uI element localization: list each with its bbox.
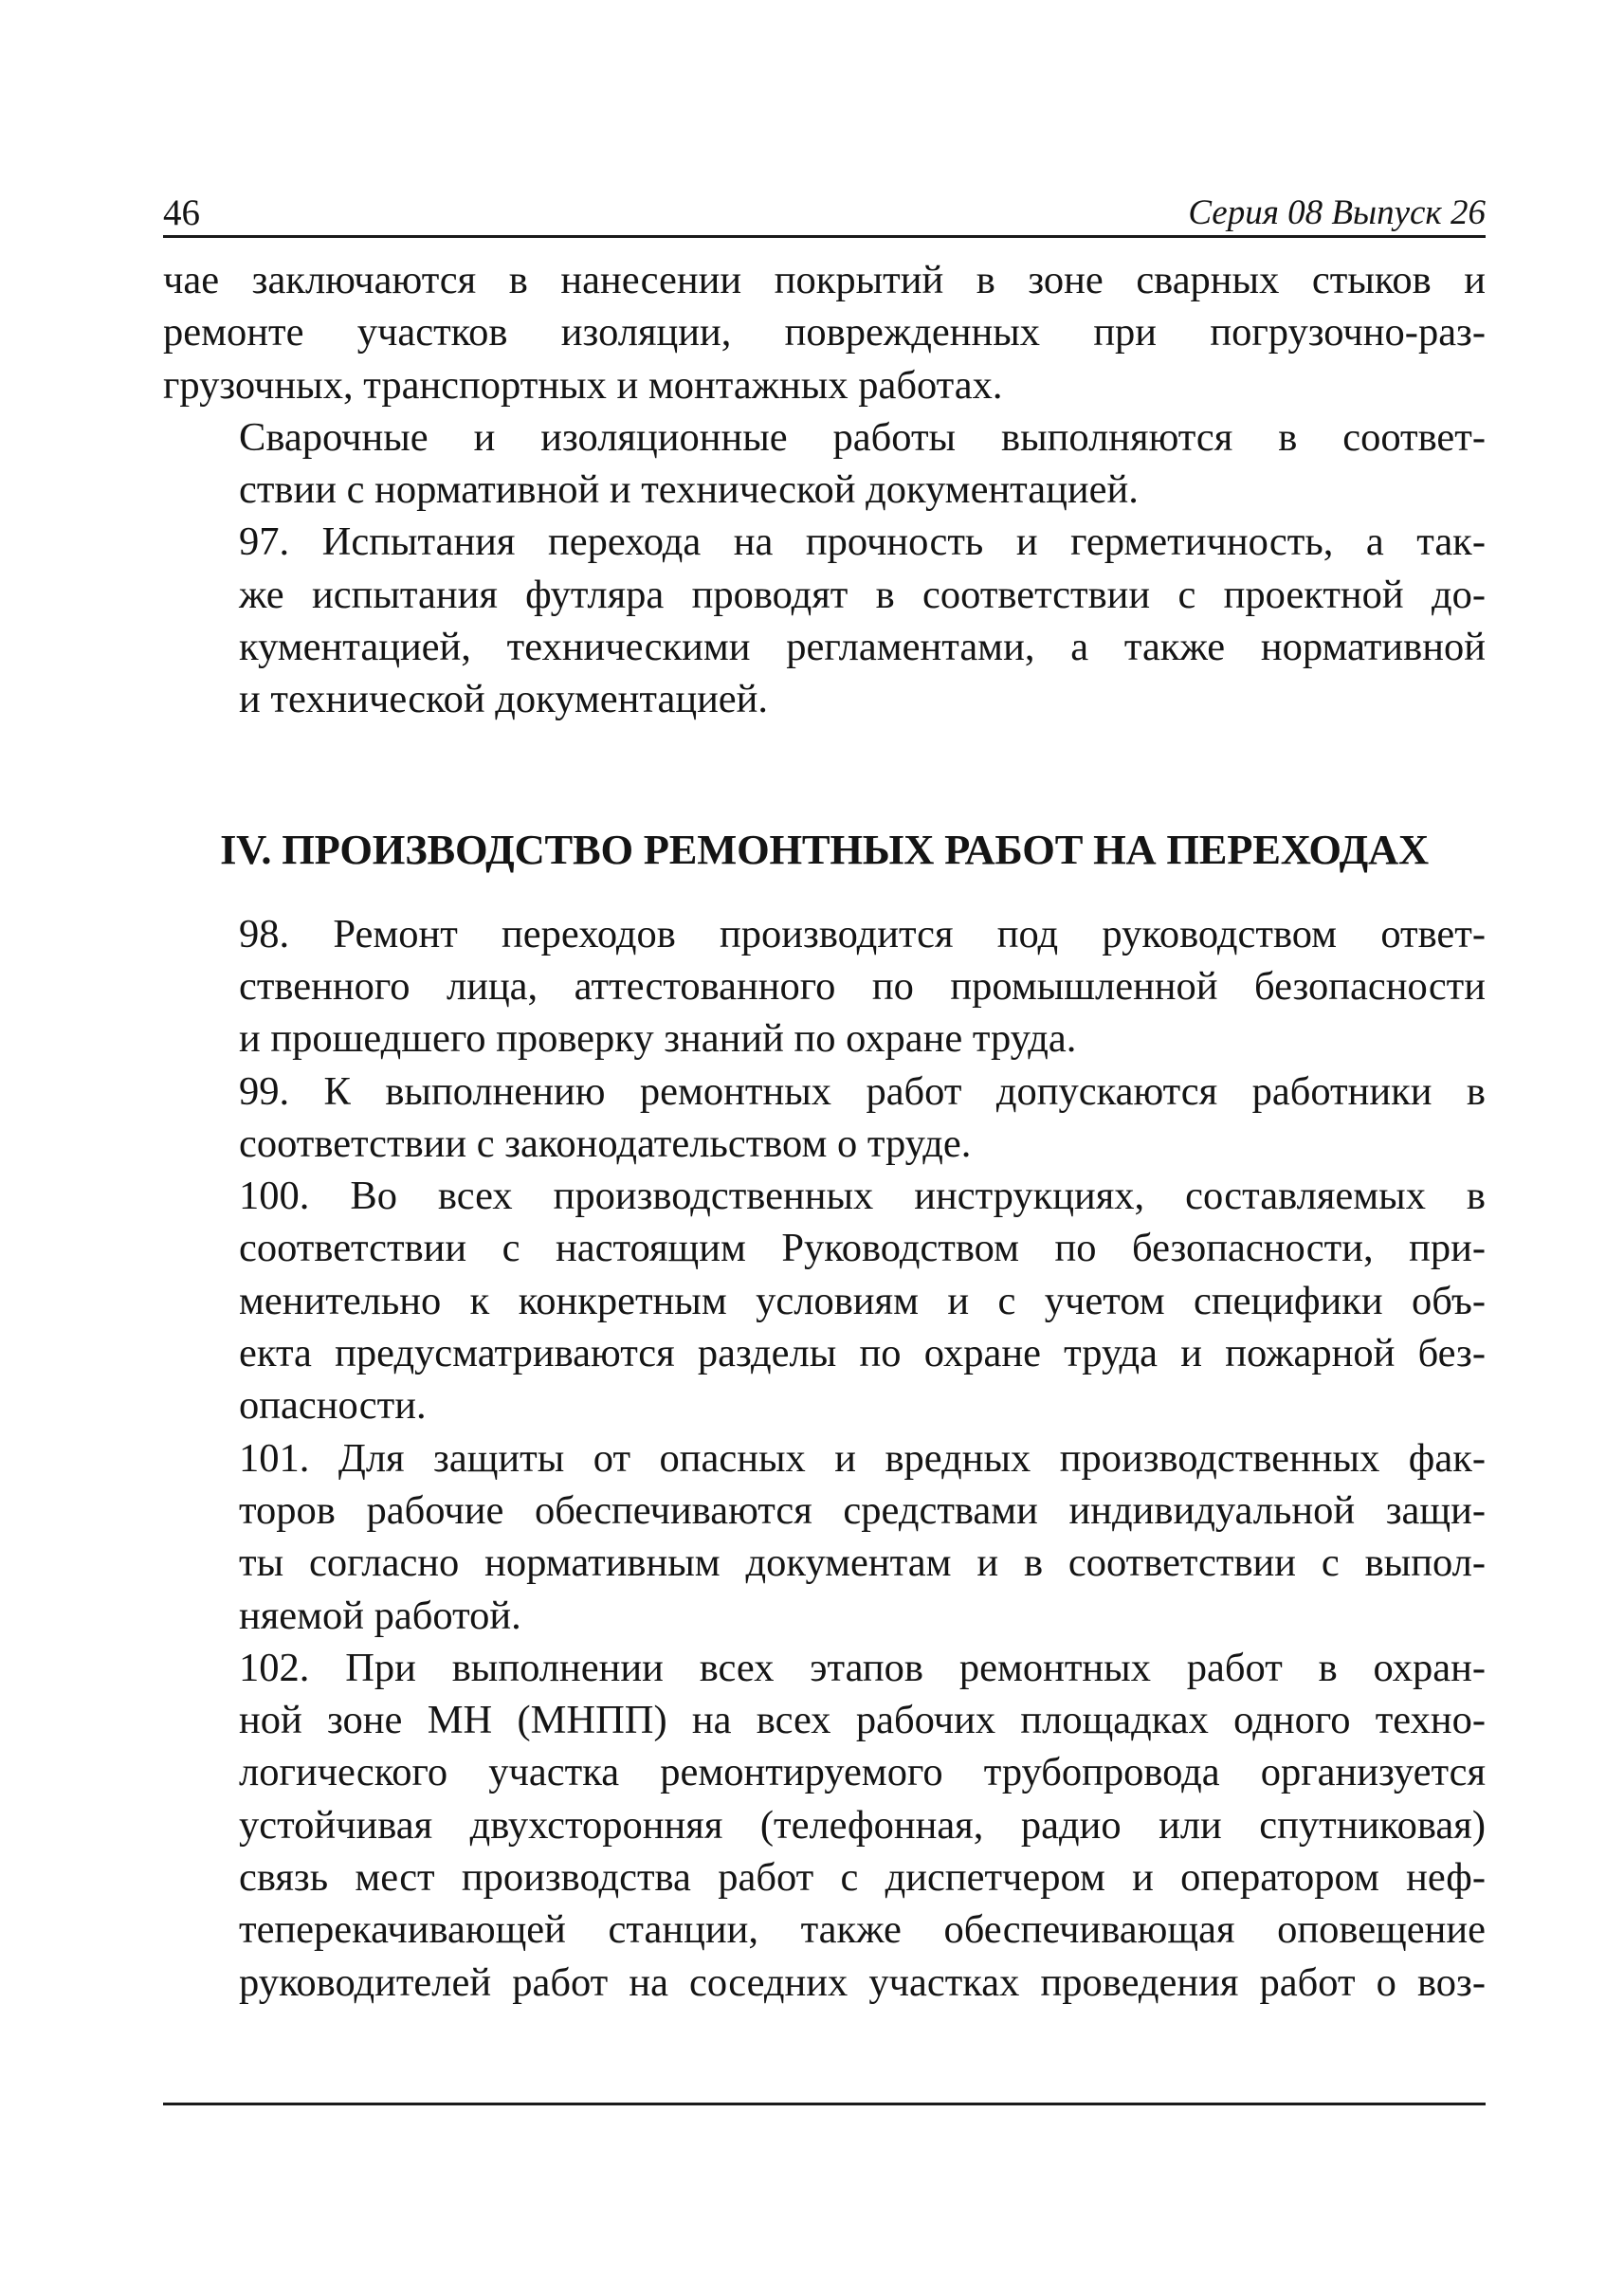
text-line: грузочных, транспортных и монтажных работах. xyxy=(163,362,1003,408)
header-rule xyxy=(163,235,1486,238)
text-line: менительно к конкретным условиям и с учетом специфики объ- xyxy=(239,1278,1486,1323)
paragraph xyxy=(163,1066,1486,1171)
text-line: ственного лица, аттестованного по промышленной безопасности xyxy=(239,963,1486,1009)
section-heading: IV. ПРОИЗВОДСТВО РЕМОНТНЫХ РАБОТ НА ПЕРЕХОДАХ xyxy=(220,825,1429,873)
text-line: ремонте участков изоляции, поврежденных при погрузочно-раз- xyxy=(163,310,1486,355)
paragraph xyxy=(163,516,1486,725)
paragraph xyxy=(163,1170,1486,1431)
text-line: ты согласно нормативным документам и в соответствии с выпол- xyxy=(239,1540,1486,1586)
text-line: 102. При выполнении всех этапов ремонтных работ в охран- xyxy=(239,1645,1486,1690)
text-line: связь мест производства работ с диспетчером и оператором неф- xyxy=(239,1855,1486,1901)
intro-paragraphs xyxy=(163,254,1486,726)
text-line: логического участка ремонтируемого трубопровода организуется xyxy=(239,1750,1486,1795)
text-line: опасности. xyxy=(239,1383,427,1429)
text-line: соответствии с настоящим Руководством по безопасности, при- xyxy=(239,1226,1486,1271)
text-line: 100. Во всех производственных инструкциях, составляемых в xyxy=(239,1174,1486,1219)
text-line: 98. Ремонт переходов производится под руководством ответ- xyxy=(239,911,1486,956)
footer-rule xyxy=(163,2103,1486,2105)
text-line: чае заключаются в нанесении покрытий в зоне сварных стыков и xyxy=(163,258,1486,302)
page-header xyxy=(163,190,1486,237)
paragraph xyxy=(163,1432,1486,1642)
page-number: 46 xyxy=(163,192,200,233)
text-line: 99. К выполнению ремонтных работ допускаются работники в xyxy=(239,1068,1486,1114)
text-line: кументацией, техническими регламентами, а также нормативной xyxy=(239,625,1486,670)
text-line: ной зоне МН (МНПП) на всех рабочих площадках одного техно- xyxy=(239,1698,1486,1743)
text-line: 97. Испытания перехода на прочность и герметичность, а так- xyxy=(239,519,1486,565)
text-line: торов рабочие обеспечиваются средствами индивидуальной защи- xyxy=(239,1487,1486,1533)
paragraph xyxy=(163,411,1486,517)
series-label: Серия 08 Выпуск 26 xyxy=(1188,193,1486,232)
section-paragraphs xyxy=(163,908,1486,2009)
text-line: ствии с нормативной и технической документацией. xyxy=(239,467,1139,513)
text-line: Сварочные и изоляционные работы выполняются в соответ- xyxy=(239,414,1486,460)
document-body xyxy=(163,254,1486,2009)
text-line: няемой работой. xyxy=(239,1593,521,1638)
text-line: екта предусматриваются разделы по охране труда и пожарной без- xyxy=(239,1331,1486,1376)
text-line: теперекачивающей станции, также обеспечивающая оповещение xyxy=(239,1907,1486,1953)
text-line: же испытания футляра проводят в соответствии с проектной до- xyxy=(239,572,1486,617)
text-line: устойчивая двухсторонняя (телефонная, радио или спутниковая) xyxy=(239,1802,1486,1848)
text-line: и прошедшего проверку знаний по охране труда. xyxy=(239,1016,1077,1062)
text-line: руководителей работ на соседних участках проведения работ о воз- xyxy=(239,1959,1486,2005)
text-line: и технической документацией. xyxy=(239,677,769,722)
paragraph xyxy=(163,254,1486,411)
paragraph xyxy=(163,1642,1486,2009)
text-line: соответствии с законодательством о труде. xyxy=(239,1120,972,1166)
text-line: 101. Для защиты от опасных и вредных производственных фак- xyxy=(239,1435,1486,1481)
paragraph xyxy=(163,908,1486,1066)
